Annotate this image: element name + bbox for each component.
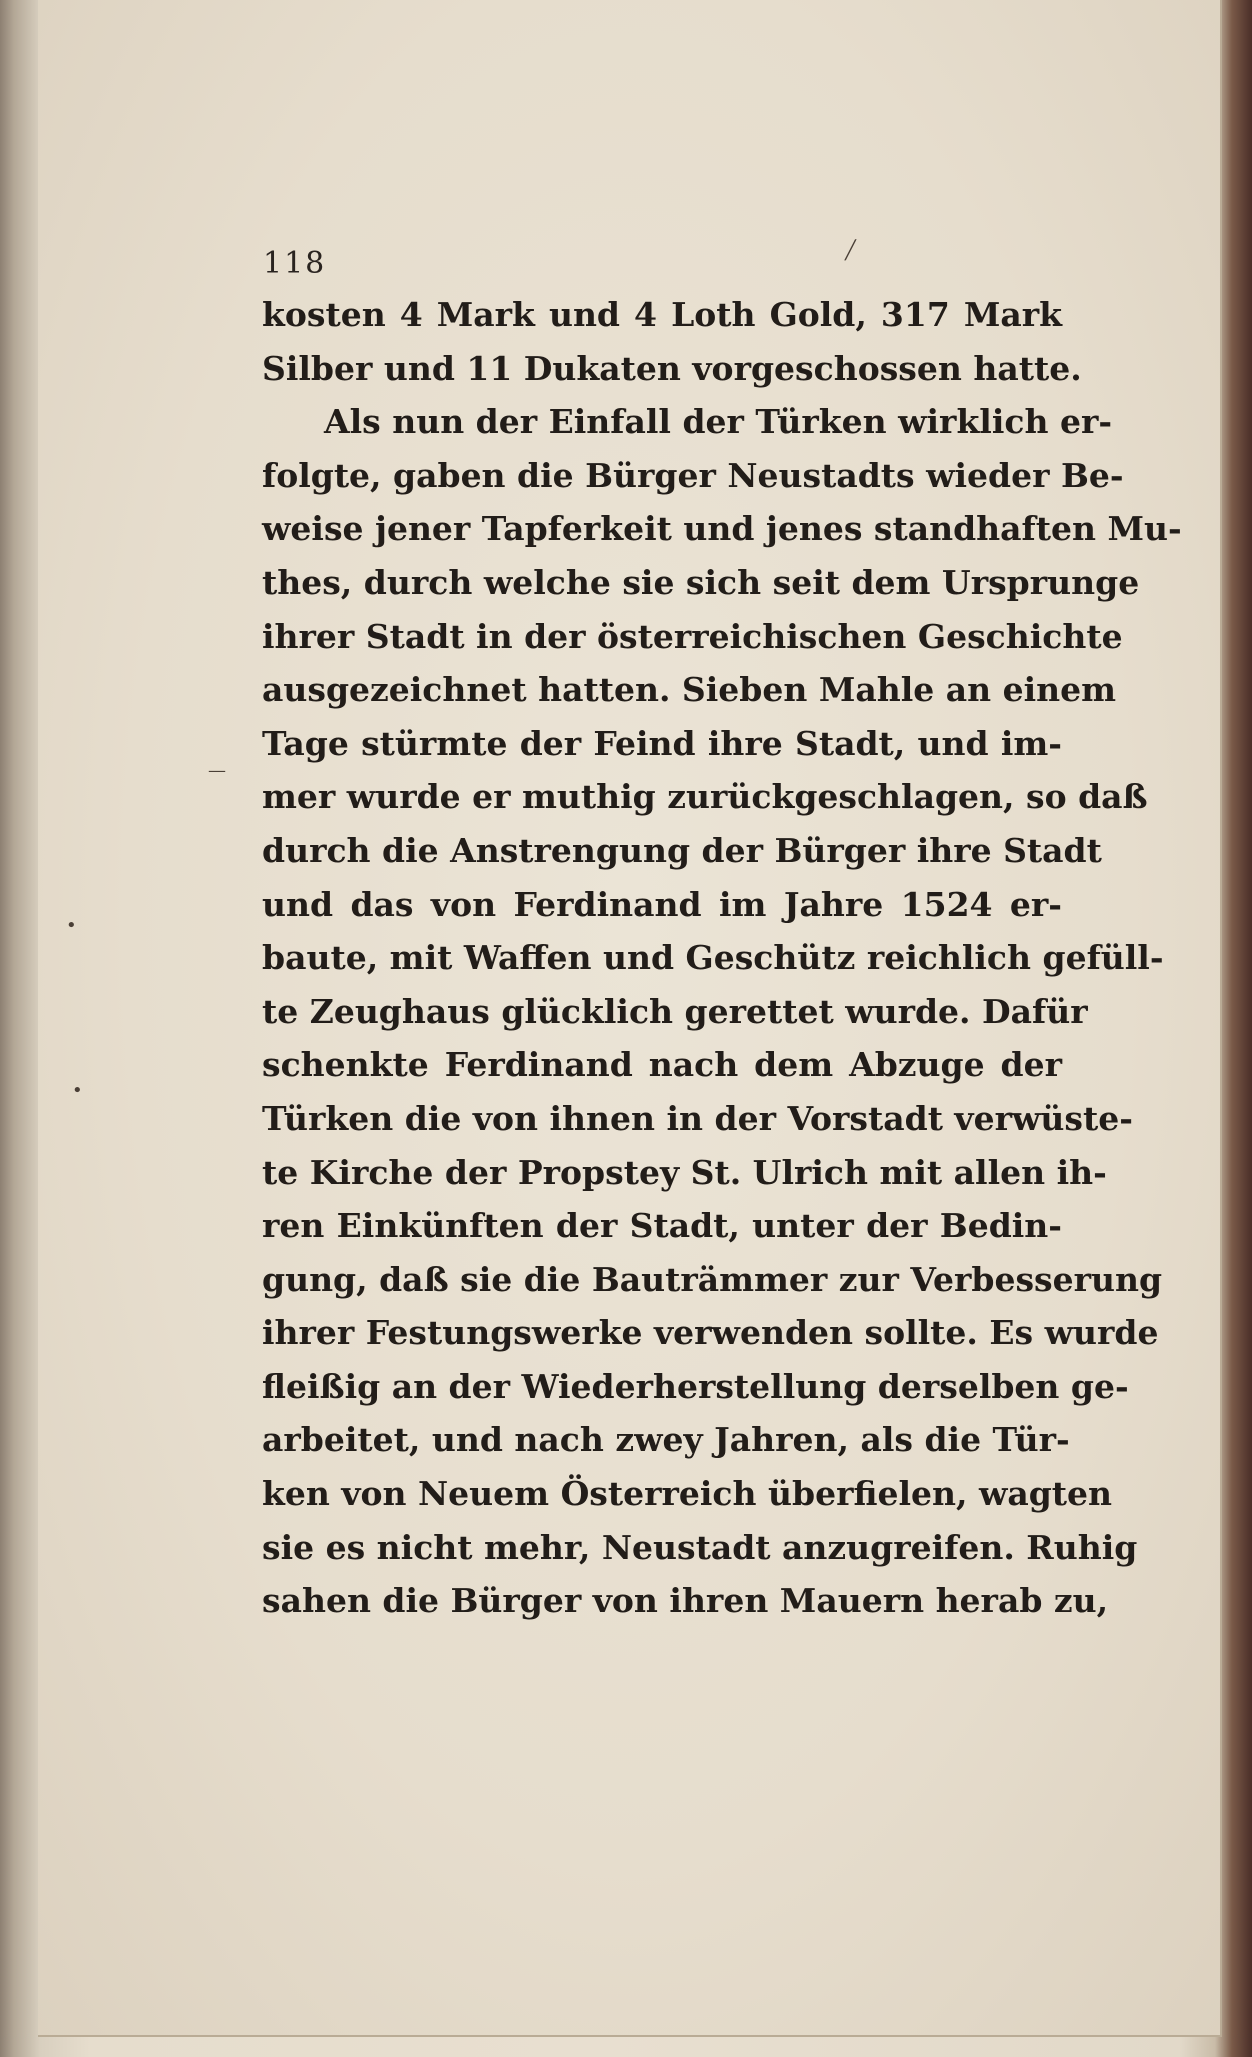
- text-line: Türken die von ihnen in der Vorstadt verwüste-: [262, 1098, 1133, 1138]
- text-line: gung, daß sie die Bauträmmer zur Verbesserung: [262, 1259, 1163, 1299]
- text-line: folgte, gaben die Bürger Neustadts wieder Be-: [262, 455, 1124, 495]
- text-line: Silber und 11 Dukaten vorgeschossen hatte.: [262, 348, 1082, 388]
- text-line: und das von Ferdinand im Jahre 1524 er-: [262, 884, 1062, 924]
- page-number: 118: [263, 246, 327, 281]
- text-line: mer wurde er muthig zurückgeschlagen, so daß: [262, 777, 1148, 817]
- text-line: thes, durch welche sie sich seit dem Ursprunge: [262, 562, 1140, 602]
- text-line: fleißig an der Wiederherstellung derselben ge-: [262, 1366, 1129, 1406]
- paper-speck: ╱: [845, 240, 856, 261]
- text-line: schenkte Ferdinand nach dem Abzuge der: [262, 1045, 1062, 1085]
- text-line: kosten 4 Mark und 4 Loth Gold, 317 Mark: [262, 295, 1062, 334]
- text-line: te Zeughaus glücklich gerettet wurde. Dafür: [262, 991, 1088, 1031]
- text-line: Als nun der Einfall der Türken wirklich er-: [324, 402, 1113, 442]
- paper-speck: •: [72, 1080, 83, 1101]
- text-line: ken von Neuem Österreich überfielen, wagten: [262, 1474, 1113, 1514]
- text-line: ihrer Festungswerke verwenden sollte. Es wurde: [262, 1313, 1159, 1353]
- text-line: baute, mit Waffen und Geschütz reichlich gefüll-: [262, 938, 1164, 978]
- text-line: ren Einkünften der Stadt, unter der Bedin-: [262, 1206, 1062, 1246]
- text-line: te Kirche der Propstey St. Ulrich mit allen ih-: [262, 1152, 1107, 1192]
- text-line: arbeitet, und nach zwey Jahren, als die Tür-: [262, 1420, 1070, 1460]
- text-line: sahen die Bürger von ihren Mauern herab zu,: [262, 1581, 1109, 1621]
- text-line: Tage stürmte der Feind ihre Stadt, und im-: [262, 723, 1062, 763]
- paper-speck: •: [66, 915, 77, 936]
- text-line: ausgezeichnet hatten. Sieben Mahle an einem: [262, 670, 1117, 710]
- text-line: ihrer Stadt in der österreichischen Geschichte: [262, 616, 1123, 656]
- text-line: sie es nicht mehr, Neustadt anzugreifen. Ruhig: [262, 1527, 1138, 1567]
- paper-speck: —: [208, 760, 226, 781]
- text-line: durch die Anstrengung der Bürger ihre Stadt: [262, 830, 1102, 870]
- text-line: weise jener Tapferkeit und jenes standhaften Mu-: [262, 509, 1182, 549]
- page-text-block: [262, 288, 1182, 1628]
